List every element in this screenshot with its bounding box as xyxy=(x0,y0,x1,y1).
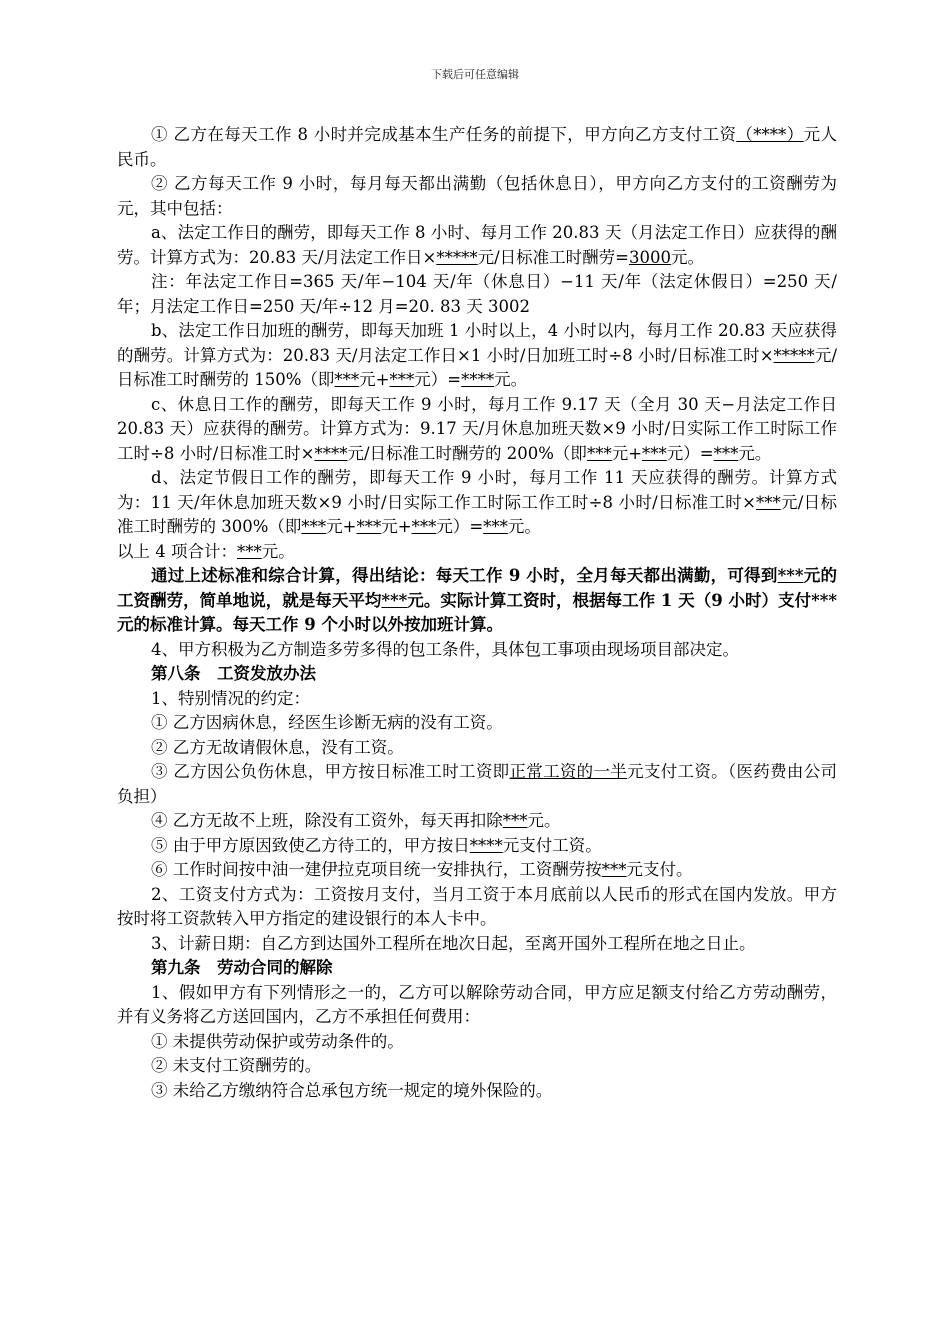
text-segment: ③ 未给乙方缴纳符合总承包方统一规定的境外保险的。 xyxy=(151,1080,553,1100)
paragraph-special-1 xyxy=(117,687,837,712)
text-segment: 元/日标准工时酬劳的 200%（即 xyxy=(347,443,587,463)
text-segment: c、休息日工作的酬劳，即每天工作 9 小时，每月工作 9.17 天（全月 30 天−月法定工作日 20.83 天）应获得的酬劳。计算方式为：9.17 天/月休息加班天数×9 小时/日实际工作工时际工作工时÷8 小时/日标准工时× xyxy=(117,394,837,463)
blank-field: **** xyxy=(314,443,348,463)
text-segment: 1、特别情况的约定： xyxy=(151,688,310,708)
paragraph-special-item-4 xyxy=(117,809,837,834)
text-segment: 元）= xyxy=(414,370,462,389)
document-body xyxy=(117,123,837,1103)
paragraph-2 xyxy=(117,172,837,221)
text-segment: d、法定节假日工作的酬劳，即每天工作 9 小时，每月工作 11 天应获得的酬劳。计算方式为：11 天/年休息加班天数×9 小时/日实际工作工时际工作工时÷8 小时/日标准工时× xyxy=(117,468,837,512)
text-segment: ① 未提供劳动保护或劳动条件的。 xyxy=(151,1031,404,1051)
text-segment: 元+ xyxy=(611,443,643,463)
blank-field: *** xyxy=(389,370,415,389)
text-segment: 2、工资支付方式为：工资按月支付，当月工资于本月底前以人民币的形式在国内发放。甲方按时将工资款转入甲方指定的建设银行的本人卡中。 xyxy=(117,884,837,928)
paragraph-special-item-2 xyxy=(117,736,837,761)
blank-field: *** xyxy=(586,443,612,463)
text-segment: 元支付工资。 xyxy=(502,835,602,855)
blank-field: **** xyxy=(461,370,495,389)
paragraph-termination-item-2 xyxy=(117,1054,837,1079)
text-segment: 注：年法定工作日=365 天/年−104 天/年（休息日）−11 天/年（法定休假日）=250 天/年；月法定工作日=250 天/年÷12 月=20. 83 天 3002 xyxy=(117,272,837,316)
text-segment: 3、计薪日期：自乙方到达国外工程所在地次日起，至离开国外工程所在地之日止。 xyxy=(151,933,756,953)
blank-field: 正常工资的一半 xyxy=(509,762,628,781)
text-segment: 元。 xyxy=(261,541,295,561)
blank-field: *** xyxy=(502,811,528,830)
text-segment: 第八条 工资发放办法 xyxy=(151,664,316,683)
blank-field: *** xyxy=(356,517,382,536)
paragraph-payment-method xyxy=(117,883,837,932)
text-segment: 元。实际计算工资时，根据每工作 1 天（9 小时）支付***元的标准计算。每天工作 9 个小时以外按加班计算。 xyxy=(117,590,837,634)
paragraph-total xyxy=(117,540,837,565)
article-8-heading xyxy=(117,662,837,687)
text-segment: 元+ xyxy=(359,370,390,389)
paragraph-special-item-6 xyxy=(117,858,837,883)
blank-field: *** xyxy=(777,566,804,585)
paragraph-a xyxy=(117,221,837,270)
text-segment: 1、假如甲方有下列情形之一的，乙方可以解除劳动合同，甲方应足额支付给乙方劳动酬劳，并有义务将乙方送回国内，乙方不承担任何费用： xyxy=(117,982,837,1026)
blank-field: *** xyxy=(483,517,508,536)
article-9-heading xyxy=(117,956,837,981)
text-segment: ⑤ 由于甲方原因致使乙方待工的，甲方按日 xyxy=(151,835,470,855)
blank-field: *** xyxy=(713,443,739,463)
text-segment: 以上 4 项合计： xyxy=(117,541,237,561)
paragraph-special-item-5 xyxy=(117,834,837,859)
text-segment: 元支付。 xyxy=(626,860,693,879)
blank-field: 3000 xyxy=(629,247,672,267)
paragraph-note xyxy=(117,270,837,319)
text-segment: b、法定工作日加班的酬劳，即每天加班 1 小时以上，4 小时以内，每月工作 20.83 天应获得的酬劳。计算方式为：20.83 天/月法定工作日×1 小时/日加班工时÷8 小时/日标准工时× xyxy=(117,321,837,365)
paragraph-conclusion xyxy=(117,564,837,638)
text-segment: 元支付工资。（医药费由公司负担） xyxy=(117,762,838,806)
text-segment: 元+ xyxy=(381,517,412,536)
text-segment: ① 乙方在每天工作 8 小时并完成基本生产任务的前提下，甲方向乙方支付工资 xyxy=(151,125,737,144)
text-segment: ② 乙方每天工作 9 小时，每月每天都出满勤（包括休息日），甲方向乙方支付的工资酬劳为元，其中包括： xyxy=(117,174,837,218)
page-header: 下载后可任意编辑 xyxy=(431,68,519,81)
blank-field: ***** xyxy=(773,345,815,365)
paragraph-termination-item-3 xyxy=(117,1079,837,1104)
paragraph-c xyxy=(117,393,837,467)
blank-field: （****） xyxy=(736,125,804,144)
text-segment: 第九条 劳动合同的解除 xyxy=(151,958,333,977)
paragraph-termination-item-1 xyxy=(117,1030,837,1055)
blank-field: *** xyxy=(381,590,408,610)
blank-field: ***** xyxy=(436,247,478,267)
paragraph-1 xyxy=(117,123,837,172)
paragraph-special-item-1 xyxy=(117,711,837,736)
text-segment: ⑥ 工作时间按中油一建伊拉克项目统一安排执行，工资酬劳按 xyxy=(151,860,602,879)
text-segment: 元+ xyxy=(326,517,357,536)
text-segment: 通过上述标准和综合计算，得出结论：每天工作 9 小时，全月每天都出满勤，可得到 xyxy=(151,566,778,585)
paragraph-special-item-3 xyxy=(117,760,837,809)
paragraph-4 xyxy=(117,638,837,663)
paragraph-pay-start xyxy=(117,932,837,957)
text-segment: 元人民币。 xyxy=(117,125,838,169)
blank-field: *** xyxy=(411,517,437,536)
text-segment: 元/日标准工时酬劳= xyxy=(477,247,630,267)
text-segment: ④ 乙方无故不上班，除没有工资外，每天再扣除 xyxy=(151,811,503,830)
paragraph-b xyxy=(117,319,837,393)
text-segment: ② 未支付工资酬劳的。 xyxy=(151,1056,322,1075)
blank-field: *** xyxy=(334,370,360,389)
blank-field: *** xyxy=(237,541,262,561)
text-segment: 元。 xyxy=(494,370,528,389)
text-segment: 元。 xyxy=(507,517,541,536)
text-segment: 元/日标准工时酬劳的 300%（即 xyxy=(117,492,837,536)
text-segment: 元/日标准工时酬劳的 150%（即 xyxy=(117,345,837,389)
paragraph-termination-1 xyxy=(117,981,837,1030)
text-segment: 元）= xyxy=(666,443,714,463)
blank-field: *** xyxy=(601,860,627,879)
text-segment: a、法定工作日的酬劳，即每天工作 8 小时、每月工作 20.83 天（月法定工作日）应获得的酬劳。计算方式为：20.83 天/月法定工作日× xyxy=(117,223,837,267)
blank-field: **** xyxy=(469,835,503,855)
text-segment: ① 乙方因病休息，经医生诊断无病的没有工资。 xyxy=(151,713,503,732)
text-segment: 元的工资酬劳，简单地说，就是每天平均 xyxy=(117,566,837,610)
text-segment: 元。 xyxy=(738,443,772,463)
blank-field: *** xyxy=(755,492,781,512)
text-segment: 元）= xyxy=(436,517,484,536)
text-segment: 4、甲方积极为乙方制造多劳多得的包工条件，具体包工事项由现场项目部决定。 xyxy=(151,639,739,659)
blank-field: *** xyxy=(301,517,327,536)
text-segment: ③ 乙方因公负伤休息，甲方按日标准工时工资即 xyxy=(151,762,510,781)
text-segment: 元。 xyxy=(671,247,705,267)
blank-field: *** xyxy=(642,443,667,463)
text-segment: ② 乙方无故请假休息，没有工资。 xyxy=(151,737,404,757)
paragraph-d xyxy=(117,466,837,540)
text-segment: 元。 xyxy=(527,811,561,830)
